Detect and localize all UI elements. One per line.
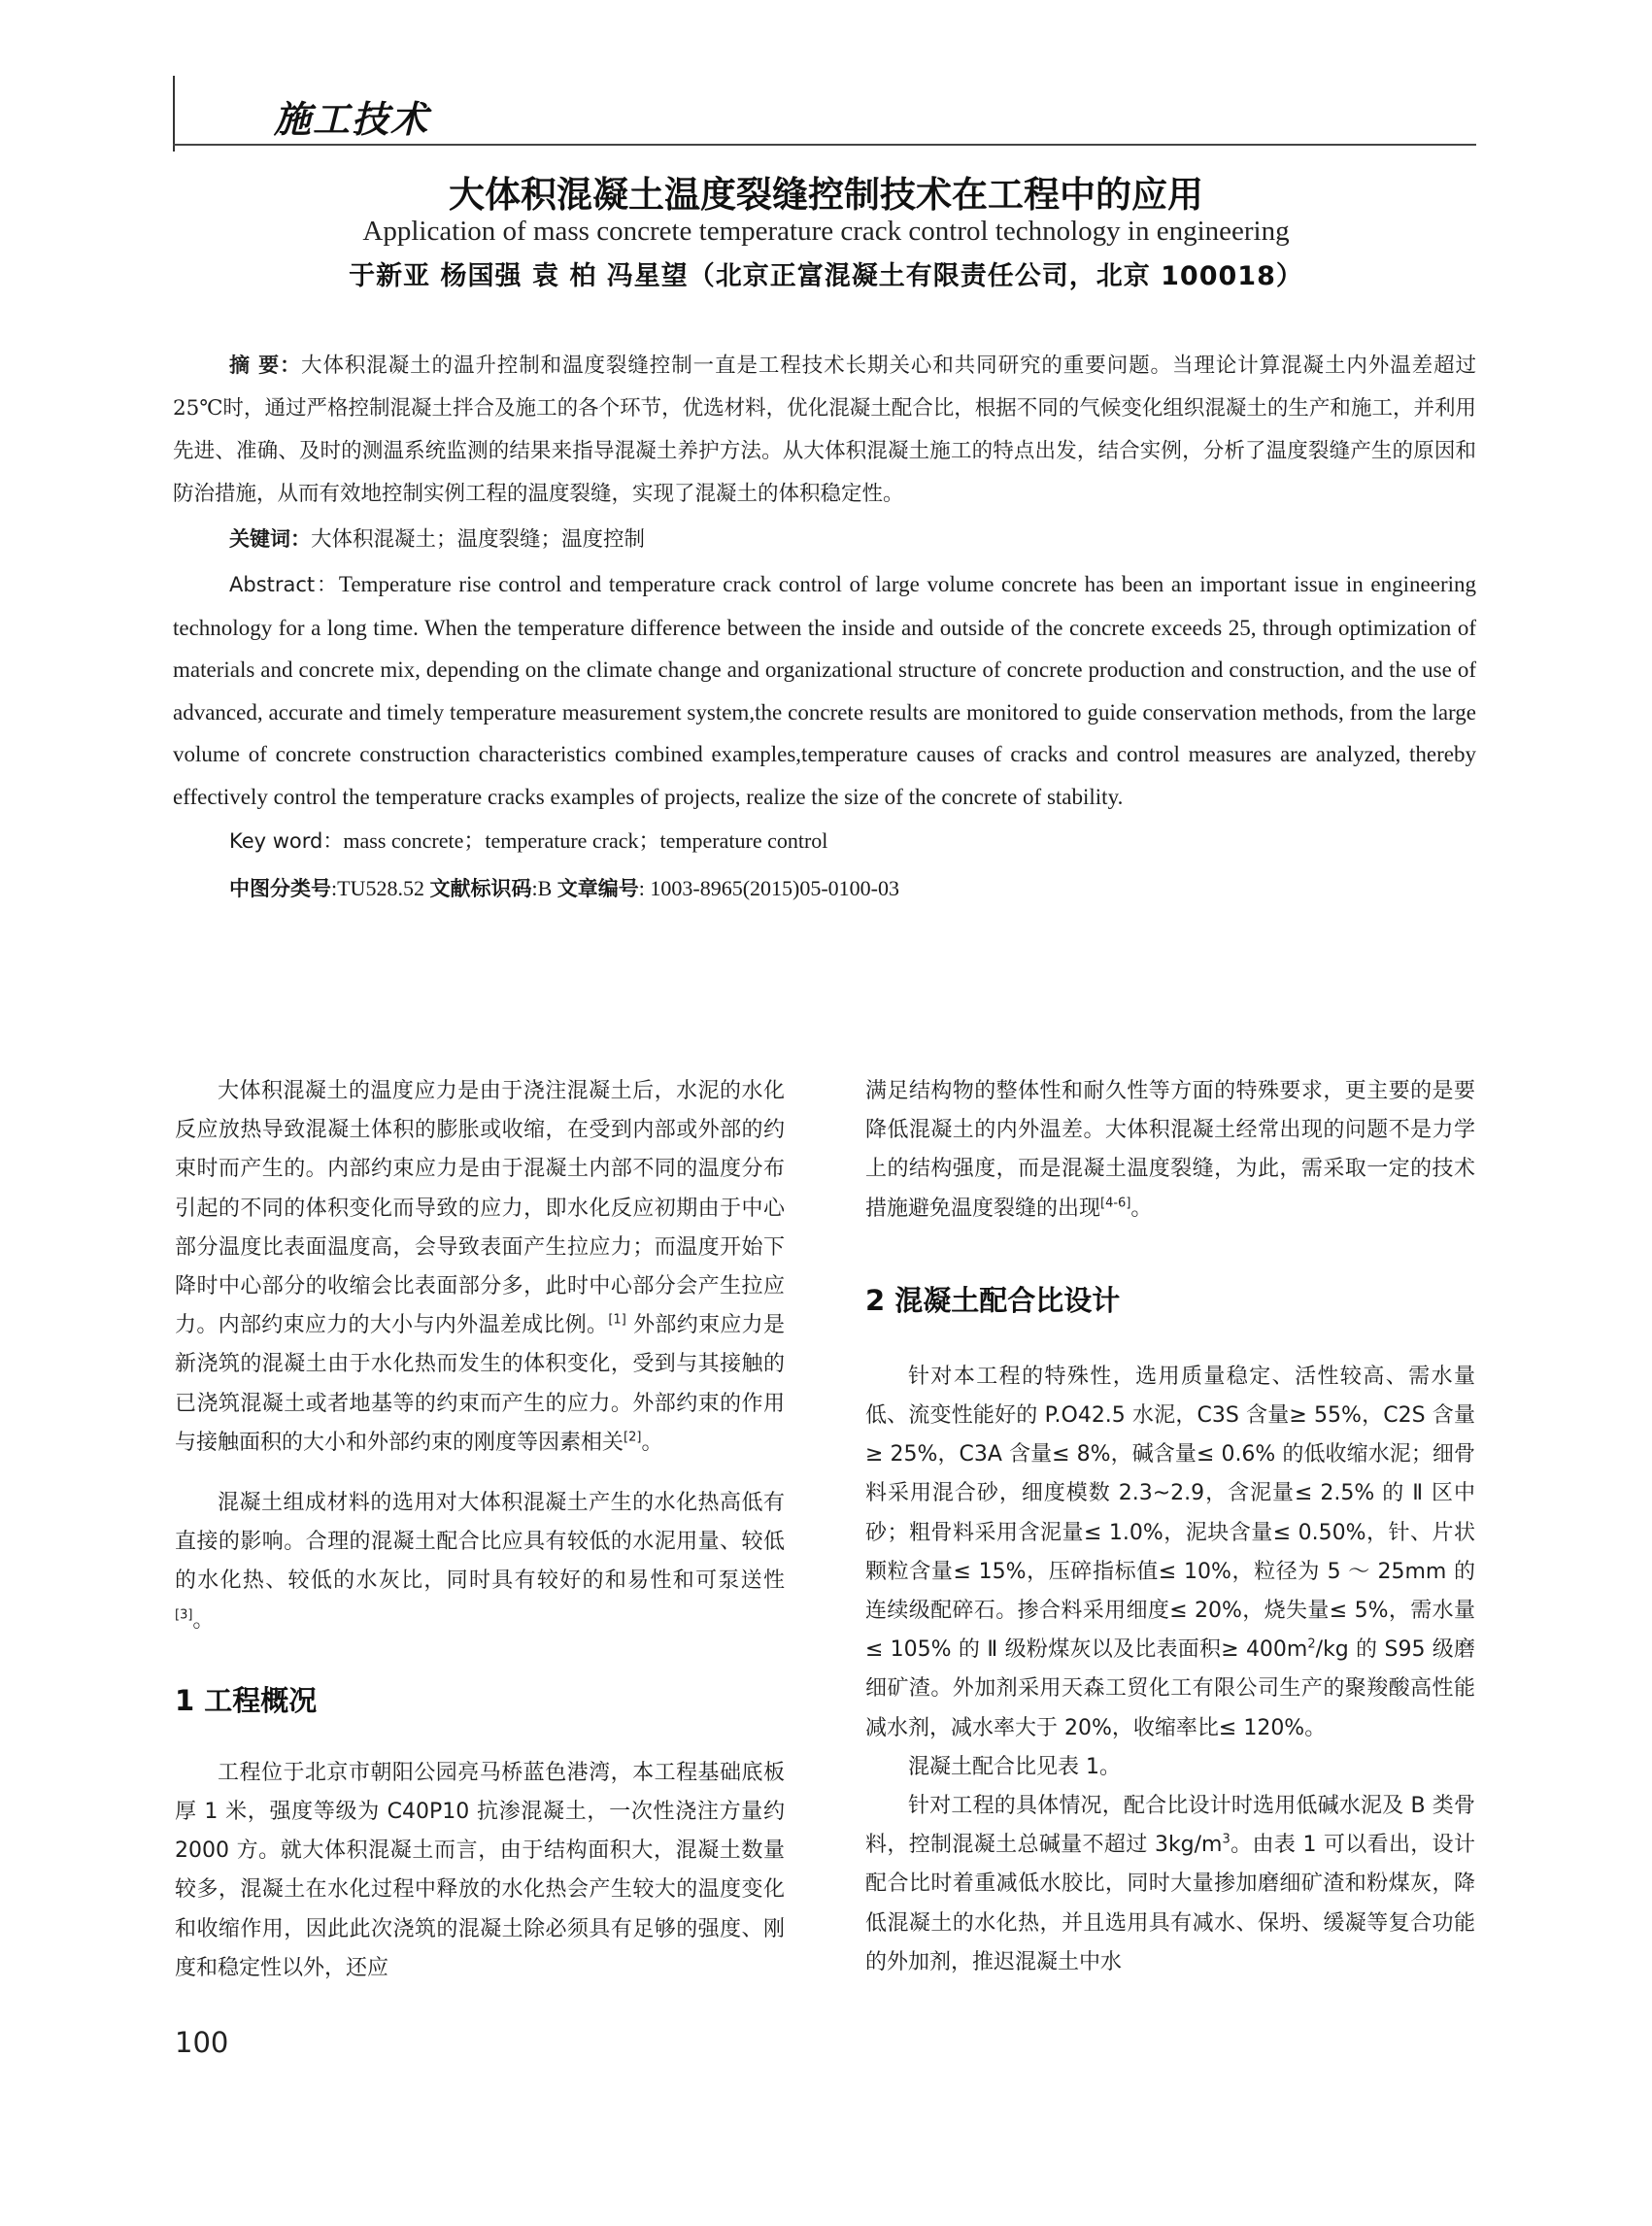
- keywords-en-label: Key word：: [229, 829, 344, 853]
- doc-code-value: :B: [531, 876, 557, 900]
- left-p2-text-a: 混凝土组成材料的选用对大体积混凝土产生的水化热高低有直接的影响。合理的混凝土配合比应具有较低的水泥用量、较低的水化热、较低的水灰比，同时具有较好的和易性和可泵送性: [175, 1491, 785, 1594]
- keywords-cn-label: 关键词：: [229, 527, 311, 551]
- abstract-cn-label: 摘 要：: [229, 354, 302, 377]
- right-p4-text-a: 针对工程的具体情况，配合比设计时选用低碱水泥及 B 类骨料，控制混凝土总碱量不超过 3kg/m: [865, 1794, 1475, 1858]
- clc-label: 中图分类号: [229, 877, 331, 900]
- abstract-en: [173, 563, 1476, 818]
- authors-affiliation: 于新亚 杨国强 袁 柏 冯星望（北京正富混凝土有限责任公司，北京 100018）: [349, 261, 1303, 291]
- right-paragraph-4: [865, 1787, 1475, 1982]
- keywords-en: [173, 818, 1476, 865]
- abstract-cn-text: 大体积混凝土的温升控制和温度裂缝控制一直是工程技术长期关心和共同研究的重要问题。当理论计算混凝土内外温差超过 25℃时，通过严格控制混凝土拌合及施工的各个环节，优选材料，优化混凝土配合比，根据不同的气候变化组织混凝土的生产和施工，并利用先进、准确、及时的测温系统监测的结果来指导混凝土养护方法。从大体积混凝土施工的特点出发，结合实例，分析了温度裂缝产生的原因和防治措施，从而有效地控制实例工程的温度裂缝，实现了混凝土的体积稳定性。: [173, 354, 1476, 506]
- left-column: [175, 1072, 785, 1988]
- section-2-heading: 2 混凝土配合比设计: [865, 1283, 1121, 1317]
- abstract-en-label: Abstract：: [229, 573, 339, 596]
- right-paragraph-1: [865, 1072, 1475, 1229]
- left-paragraph-2: [175, 1484, 785, 1640]
- left-paragraph-1: [175, 1072, 785, 1463]
- title-chinese: 大体积混凝土温度裂缝控制技术在工程中的应用: [449, 173, 1203, 216]
- left-p1-text-b: 外部约束应力是新浇筑的混凝土由于水化热而发生的体积变化，受到与其接触的已浇筑混凝土或者地基等的约束而产生的应力。外部约束的作用与接触面积的大小和外部约束的刚度等因素相关: [175, 1313, 785, 1455]
- keywords-cn-text: 大体积混凝土；温度裂缝；温度控制: [311, 527, 646, 552]
- right-column: [865, 1072, 1475, 1982]
- keywords-cn: [173, 516, 1476, 563]
- doc-code-label: 文献标识码: [429, 877, 532, 900]
- left-p1-text-c: 。: [641, 1430, 663, 1455]
- page-number: 100: [175, 2026, 229, 2059]
- header-horizontal-rule: [173, 144, 1476, 146]
- superscript-3: 3: [1222, 1832, 1231, 1847]
- section-1-heading: 1 工程概况: [175, 1683, 318, 1717]
- clc-value: :TU528.52: [331, 876, 430, 900]
- citation-1: [1]: [608, 1312, 626, 1328]
- article-number-label: 文章编号: [556, 877, 639, 900]
- right-p1-text-a: 满足结构物的整体性和耐久性等方面的特殊要求，更主要的是要降低混凝土的内外温差。大体积混凝土经常出现的问题不是力学上的结构强度，而是混凝土温度裂缝，为此，需采取一定的技术措施避免温度裂缝的出现: [865, 1079, 1475, 1221]
- keywords-en-text: mass concrete；temperature crack；temperature control: [343, 828, 828, 853]
- right-paragraph-2: [865, 1358, 1475, 1748]
- right-p1-text-b: 。: [1130, 1196, 1153, 1221]
- right-p4-text-b: 。由表 1 可以看出，设计配合比时着重减低水胶比，同时大量掺加磨细矿渣和粉煤灰，降低混凝土的水化热，并且选用具有减水、保坍、缓凝等复合功能的外加剂，推迟混凝土中水: [865, 1833, 1476, 1974]
- title-english: Application of mass concrete temperature crack control technology in engineering: [362, 216, 1290, 247]
- right-p2-text-a: 针对本工程的特殊性，选用质量稳定、活性较高、需水量低、流变性能好的 P.O42.5 水泥，C3S 含量≥ 55%，C2S 含量≥ 25%，C3A 含量≤ 8%，碱含量≤ 0.6% 的低收缩水泥；细骨料采用混合砂，细度模数 2.3~2.9，含泥量≤ 2.5% 的 Ⅱ 区中砂；粗骨料采用含泥量≤ 1.0%，泥块含量≤ 0.50%，针、片状颗粒含量≤ 15%，压碎指标值≤ 10%，粒径为 5 ～ 25mm 的连续级配碎石。掺合料采用细度≤ 20%，烧失量≤ 5%，需水量≤ 105% 的 Ⅱ 级粉煤灰以及比表面积≥ 400m: [865, 1364, 1475, 1663]
- classification-line: [173, 865, 1476, 913]
- right-p2-text-b: /kg 的 S95 级磨细矿渣。外加剂采用天森工贸化工有限公司生产的聚羧酸高性能减水剂，减水率大于 20%，收缩率比≤ 120%。: [865, 1637, 1476, 1740]
- citation-4-6: [4-6]: [1100, 1196, 1131, 1211]
- header-vertical-rule: [173, 76, 175, 152]
- citation-2: [2]: [624, 1430, 642, 1445]
- right-paragraph-3: 混凝土配合比见表 1。: [908, 1754, 1121, 1779]
- abstract-cn: [173, 344, 1476, 516]
- left-p2-text-b: 。: [192, 1607, 215, 1633]
- abstract-en-text: Temperature rise control and temperature crack control of large volume concrete has been an important issue in engineering technology for a long time. When the temperature difference between the inside and outside of the concrete exceeds 25, through optimization of materials and concrete mix, depending on the climate change and organizational structure of concrete production and construction, and the use of advanced, accurate and timely temperature measurement system,the concrete results are monitored to guide conservation methods, from the large volume of concrete construction characteristics combined examples,temperature causes of cracks and control measures are analyzed, thereby effectively control the temperature cracks examples of projects, realize the size of the concrete of stability.: [173, 572, 1476, 809]
- abstract-block: [173, 344, 1476, 913]
- left-p1-text-a: 大体积混凝土的温度应力是由于浇注混凝土后，水泥的水化反应放热导致混凝土体积的膨胀或收缩，在受到内部或外部的约束时而产生的。内部约束应力是由于混凝土内部不同的温度分布引起的不同的体积变化而导致的应力，即水化反应初期由于中心部分温度比表面温度高，会导致表面产生拉应力；而温度开始下降时中心部分的收缩会比表面部分多，此时中心部分会产生拉应力。内部约束应力的大小与内外温差成比例。: [175, 1079, 785, 1338]
- article-number-value: : 1003-8965(2015)05-0100-03: [638, 876, 899, 900]
- citation-3: [3]: [175, 1607, 193, 1623]
- section-tag: 施工技术: [274, 98, 430, 141]
- superscript-2: 2: [1307, 1636, 1316, 1652]
- left-paragraph-3: 工程位于北京市朝阳公园亮马桥蓝色港湾，本工程基础底板厚 1 米，强度等级为 C40P10 抗渗混凝土，一次性浇注方量约 2000 方。就大体积混凝土而言，由于结构面积大，混凝土数量较多，混凝土在水化过程中释放的水化热会产生较大的温度变化和收缩作用，因此此次浇筑的混凝土除必须具有足够的强度、刚度和稳定性以外，还应: [175, 1760, 785, 1980]
